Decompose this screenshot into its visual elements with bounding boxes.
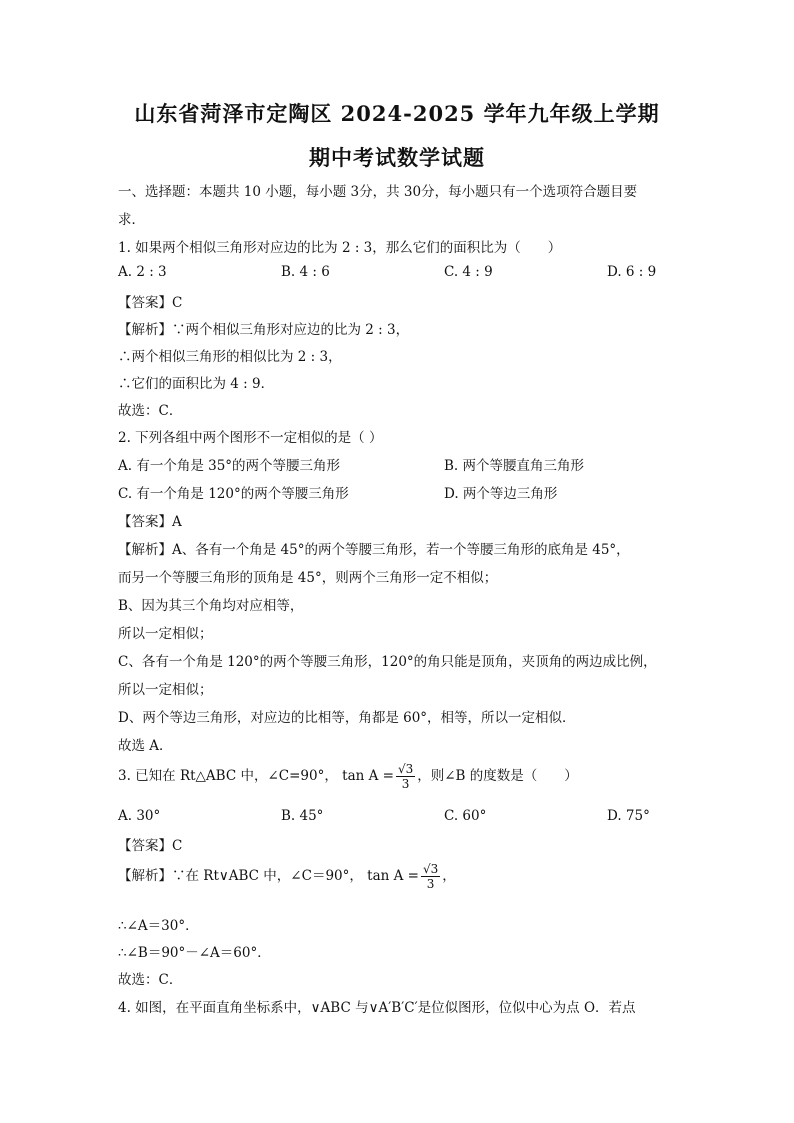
q3-answer: 【答案】C [118,838,183,854]
q3-analysis-fraction-denominator: 3 [426,877,435,891]
q1-option-b: B. 4 : 6 [281,264,330,280]
q3-analysis-first [118,862,456,891]
q1-option-d: D. 6 : 9 [607,264,657,280]
q4-stem: 4. 如图，在平面直角坐标系中，∨ABC 与∨A′B′C′是位似图形，位似中心为点 O．若点 [118,1000,636,1016]
q3-option-c: C. 60° [444,808,487,824]
q1-stem: 1. 如果两个相似三角形对应边的比为 2 : 3，那么它们的面积比为（ ） [118,240,562,256]
q2-analysis-line: D、两个等边三角形，对应边的比相等，角都是 60°，相等，所以一定相似． [118,710,576,726]
q2-analysis-line: B、因为其三个角均对应相等， [118,598,304,614]
q1-analysis-line: ∴两个相似三角形的相似比为 2 : 3， [118,349,342,365]
q3-analysis-fraction [421,862,440,891]
q3-option-d: D. 75° [607,808,650,824]
q2-option-c: C. 有一个角是 120°的两个等腰三角形 [118,486,349,502]
page-title: 山东省菏泽市定陶区 2024-2025 学年九年级上学期 [134,101,660,126]
q3-fraction-numerator: √3 [397,762,414,776]
q2-analysis-line: C、各有一个角是 120°的两个等腰三角形，120°的角只能是顶角，夹顶角的两边成比例， [118,654,657,670]
q1-analysis-line: ∴它们的面积比为 4 : 9． [118,376,275,392]
q3-analysis-pre: 【解析】∵在 Rt∨ABC 中，∠C＝90°， tan A = [118,868,419,884]
q3-stem-post: ，则∠B 的度数是（ ） [417,768,578,784]
q3-fraction [396,762,415,791]
q3-option-a: A. 30° [118,808,161,824]
q1-analysis-line: 故选：C． [118,403,183,419]
q3-stem-pre: 3. 已知在 Rt△ABC 中，∠C=90°， tan A = [118,768,394,784]
q2-answer: 【答案】A [118,514,182,530]
q3-fraction-denominator: 3 [401,777,410,791]
q2-stem: 2. 下列各组中两个图形不一定相似的是（ ） [118,430,383,446]
q3-analysis-post: ， [442,868,456,884]
q3-option-b: B. 45° [281,808,324,824]
q2-option-d: D. 两个等边三角形 [444,486,558,502]
q1-analysis-line: 【解析】∵两个相似三角形对应边的比为 2 : 3， [118,322,410,338]
q2-analysis-line: 而另一个等腰三角形的顶角是 45°，则两个三角形一定不相似； [118,570,498,586]
q1-answer: 【答案】C [118,295,183,311]
q3-stem [118,762,578,791]
q2-analysis-line: 故选 A． [118,738,173,754]
page-subtitle: 期中考试数学试题 [309,145,485,170]
q3-analysis-line: ∴∠A＝30°． [118,918,199,934]
q1-option-a: A. 2 : 3 [118,264,167,280]
q1-option-c: C. 4 : 9 [444,264,493,280]
q2-option-b: B. 两个等腰直角三角形 [444,458,585,474]
q2-analysis-line: 所以一定相似； [118,626,213,642]
q3-analysis-fraction-numerator: √3 [422,862,439,876]
q2-option-a: A. 有一个角是 35°的两个等腰三角形 [118,458,341,474]
section-heading: 一、选择题：本题共 10 小题，每小题 3分，共 30分，每小题只有一个选项符合题目要 [118,184,638,200]
q3-analysis-line: ∴∠B＝90°－∠A＝60°． [118,945,271,961]
q2-analysis-line: 【解析】A、各有一个角是 45°的两个等腰三角形，若一个等腰三角形的底角是 45°， [118,542,630,558]
q2-analysis-line: 所以一定相似； [118,682,213,698]
q3-analysis-line: 故选：C． [118,972,183,988]
section-heading-cont: 求． [118,212,145,228]
